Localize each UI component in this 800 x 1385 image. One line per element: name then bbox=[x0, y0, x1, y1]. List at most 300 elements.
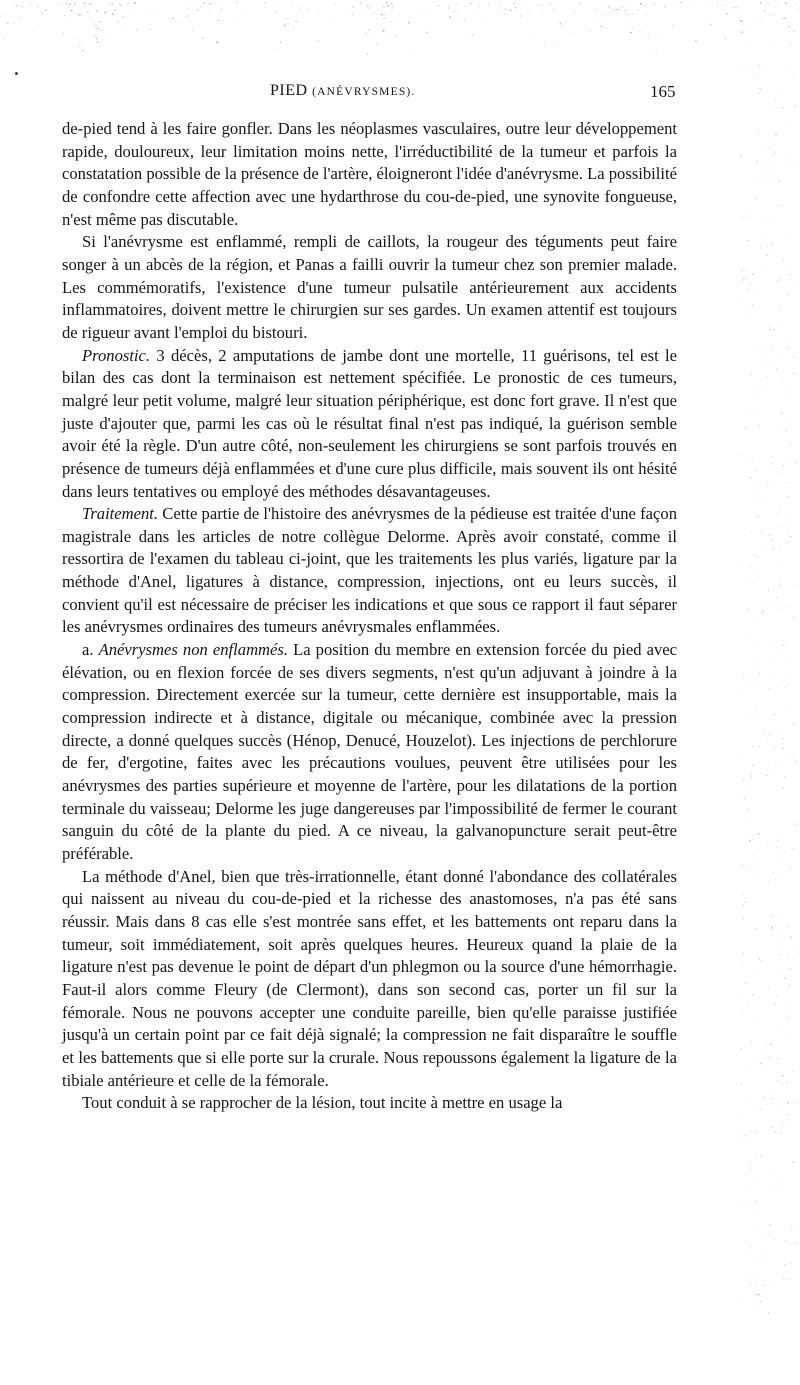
scan-speck bbox=[361, 9, 362, 10]
scan-speck bbox=[761, 613, 762, 614]
scan-speck bbox=[488, 4, 489, 5]
paragraph-text: La position du membre en extension forcée du pied avec élévation, ou en flexion forcée de ses divers segments, n'est qu'un adjuvant à joindre à la compression. Directement exercée sur la tumeur, cette dernière est insupportable, mais la compression indirecte et à distance, digitale ou mécanique, combinée avec la pression directe, a donné quelques succès (Hénop, Denucé, Houzelot). Les injections de perchlorure de fer, d'ergotine, faites avec les précautions voulues, peuvent être utilisées pour les anévrysmes des parties supérieure et moyenne de l'artère, pour les dilatations de la portion terminale du vaisseau; Delorme les juge dangereuses par l'impossibilité de fermer le courant sanguin du côté de la plante du pied. A ce niveau, la galvanopuncture serait peut-être préférable. bbox=[62, 640, 677, 863]
scan-speck bbox=[747, 311, 748, 312]
scan-speck bbox=[746, 1278, 748, 1279]
scan-speck bbox=[765, 603, 767, 604]
scan-speck bbox=[784, 776, 786, 777]
scan-speck bbox=[794, 948, 795, 949]
scan-speck bbox=[382, 30, 384, 32]
scan-speck bbox=[789, 482, 790, 483]
scan-speck bbox=[790, 512, 791, 513]
scan-speck bbox=[791, 1263, 792, 1264]
scan-speck bbox=[63, 33, 64, 34]
scan-speck bbox=[789, 1128, 791, 1129]
scan-speck bbox=[755, 198, 757, 199]
scan-speck bbox=[744, 24, 745, 25]
scan-speck bbox=[787, 268, 788, 269]
scan-speck bbox=[747, 809, 749, 810]
scan-speck bbox=[117, 21, 119, 23]
scan-speck bbox=[210, 3, 212, 4]
scan-speck bbox=[781, 431, 782, 432]
scan-speck bbox=[784, 1034, 785, 1035]
scan-speck bbox=[786, 347, 787, 348]
scan-speck bbox=[786, 607, 787, 608]
scan-speck bbox=[741, 1083, 742, 1084]
scan-speck bbox=[774, 177, 775, 178]
scan-speck bbox=[782, 1075, 784, 1076]
scan-speck bbox=[786, 1114, 787, 1115]
scan-speck bbox=[749, 1161, 751, 1162]
scan-speck bbox=[743, 895, 744, 896]
scan-speck bbox=[770, 1129, 771, 1130]
scan-speck bbox=[97, 42, 99, 43]
scan-speck bbox=[760, 660, 761, 661]
scan-speck bbox=[745, 270, 746, 271]
scan-speck bbox=[754, 496, 756, 497]
scan-speck bbox=[782, 465, 783, 466]
scan-speck bbox=[97, 28, 98, 29]
scan-speck bbox=[92, 22, 93, 23]
scan-speck bbox=[743, 71, 745, 72]
scan-speck bbox=[784, 1264, 786, 1265]
scan-speck bbox=[750, 1130, 751, 1131]
scan-speck bbox=[780, 959, 781, 960]
scan-speck bbox=[769, 987, 770, 988]
scan-speck bbox=[301, 7, 302, 8]
scan-speck bbox=[770, 1044, 772, 1045]
scan-speck bbox=[112, 18, 113, 19]
scan-speck bbox=[743, 1014, 744, 1015]
scan-speck bbox=[765, 1224, 766, 1225]
scan-speck bbox=[608, 6, 610, 7]
scan-speck bbox=[152, 12, 153, 13]
scan-speck bbox=[755, 1294, 756, 1296]
scan-speck bbox=[688, 6, 689, 8]
scan-speck bbox=[504, 13, 506, 14]
scan-speck bbox=[472, 34, 474, 36]
scan-speck bbox=[780, 578, 781, 579]
scan-speck bbox=[769, 1057, 770, 1059]
scan-speck bbox=[764, 281, 765, 282]
scan-speck bbox=[743, 278, 745, 279]
scan-speck bbox=[172, 18, 174, 19]
scan-speck bbox=[795, 4, 797, 5]
scan-speck bbox=[750, 374, 752, 375]
scan-speck bbox=[773, 109, 774, 110]
scan-speck bbox=[645, 13, 646, 15]
scan-speck bbox=[752, 750, 753, 751]
scan-speck bbox=[217, 20, 219, 21]
scan-speck bbox=[790, 937, 792, 938]
scan-noise-right-margin bbox=[730, 60, 800, 1320]
scan-speck bbox=[781, 651, 782, 652]
scan-speck bbox=[756, 1201, 757, 1202]
scan-speck bbox=[750, 1165, 751, 1166]
scan-speck bbox=[758, 833, 760, 834]
scan-speck bbox=[748, 1203, 749, 1204]
scan-speck bbox=[794, 162, 795, 163]
scan-speck bbox=[779, 504, 781, 505]
scan-speck bbox=[91, 2, 92, 3]
scan-speck bbox=[773, 748, 774, 749]
scan-speck bbox=[752, 1305, 753, 1306]
scan-speck bbox=[790, 233, 791, 234]
scan-speck bbox=[762, 498, 763, 499]
scan-speck bbox=[757, 706, 758, 708]
scan-speck bbox=[785, 757, 786, 758]
scan-speck bbox=[775, 14, 776, 15]
scan-speck bbox=[388, 5, 390, 7]
scan-speck bbox=[740, 20, 742, 21]
scan-speck bbox=[759, 347, 760, 348]
scan-speck bbox=[763, 268, 764, 269]
scan-speck bbox=[743, 780, 744, 781]
scan-speck bbox=[120, 4, 121, 6]
paragraph-inflamed-aneurysm bbox=[62, 231, 677, 344]
scan-speck bbox=[784, 851, 786, 852]
scan-speck bbox=[758, 640, 759, 641]
scan-speck bbox=[781, 919, 782, 920]
scan-speck bbox=[757, 556, 758, 557]
scan-speck bbox=[565, 22, 566, 23]
scan-speck bbox=[134, 2, 136, 4]
scan-speck bbox=[788, 957, 789, 958]
scan-speck bbox=[449, 16, 451, 18]
scan-speck bbox=[771, 929, 773, 930]
scan-speck bbox=[680, 2, 682, 3]
scan-speck bbox=[746, 610, 747, 611]
scan-speck bbox=[767, 354, 768, 355]
scan-speck bbox=[765, 178, 766, 179]
scan-speck bbox=[553, 9, 554, 11]
scan-speck bbox=[750, 817, 751, 818]
scan-speck bbox=[741, 281, 742, 282]
scan-speck bbox=[750, 284, 752, 285]
scan-speck bbox=[780, 1132, 782, 1133]
scan-speck bbox=[791, 1229, 792, 1230]
scan-speck bbox=[284, 25, 286, 27]
scan-speck bbox=[786, 430, 788, 431]
scan-speck bbox=[756, 179, 757, 180]
scan-speck bbox=[621, 7, 623, 8]
scan-speck bbox=[791, 755, 792, 756]
scan-speck bbox=[771, 927, 773, 928]
scan-speck bbox=[772, 167, 773, 168]
scan-speck bbox=[542, 12, 544, 13]
scan-speck bbox=[743, 966, 744, 967]
scan-speck bbox=[778, 1072, 779, 1073]
scan-speck bbox=[763, 161, 764, 162]
scan-speck bbox=[749, 869, 750, 870]
paragraph-text: La méthode d'Anel, bien que très-irrationnelle, étant donné l'abondance des collatérales qui naissent au niveau du cou-de-pied et la richesse des anastomoses, n'a pas été sans réussir. Mais dans 8 cas elle s'est montrée sans effet, et les battements ont reparu dans la tumeur, soit immédiatement, soit après quelques heures. Heureux quand la plaie de la ligature n'est pas devenue le point de départ d'un phlegmon ou la source d'une hémorrhagie. Faut-il alors comme Fleury (de Clermont), dans son second cas, porter un fil sur la fémorale. Nous ne pouvons accepter une conduite pareille, bien qu'elle paraisse justifiée jusqu'à un certain point par ce fait déjà signalé; la compression ne fait disparaître le souffle et les battements que si elle porte sur la crurale. Nous repoussons également la ligature de la tibiale antérieure et celle de la fémorale. bbox=[62, 866, 677, 1090]
scan-speck bbox=[753, 456, 754, 457]
scan-speck bbox=[742, 918, 744, 919]
scan-speck bbox=[750, 700, 751, 701]
scan-speck bbox=[761, 389, 763, 390]
scan-speck bbox=[751, 458, 752, 459]
scan-speck bbox=[94, 36, 95, 38]
scan-speck bbox=[758, 516, 760, 517]
scan-speck bbox=[751, 777, 753, 778]
scan-speck bbox=[774, 1312, 775, 1313]
scan-speck bbox=[619, 8, 620, 10]
scan-speck bbox=[499, 4, 500, 5]
scan-speck bbox=[742, 302, 744, 303]
scan-speck bbox=[774, 915, 775, 916]
scan-speck bbox=[757, 1282, 758, 1283]
scan-speck bbox=[756, 557, 757, 558]
scan-speck bbox=[774, 1239, 775, 1240]
scan-speck bbox=[741, 998, 742, 999]
scan-speck bbox=[73, 6, 74, 7]
scan-speck bbox=[771, 463, 772, 464]
scan-speck bbox=[756, 1295, 758, 1296]
scan-speck bbox=[368, 39, 369, 40]
scan-speck bbox=[393, 11, 395, 12]
scan-speck bbox=[770, 1224, 771, 1225]
scan-speck bbox=[773, 329, 774, 330]
scan-speck bbox=[598, 23, 599, 24]
scan-speck bbox=[784, 1240, 785, 1241]
scan-speck bbox=[392, 8, 393, 9]
scan-speck bbox=[745, 636, 746, 637]
scan-speck bbox=[276, 12, 277, 13]
scan-speck bbox=[525, 29, 526, 30]
scan-speck bbox=[789, 275, 791, 276]
scan-speck bbox=[99, 21, 101, 22]
scan-speck bbox=[757, 1286, 758, 1287]
scan-speck bbox=[779, 309, 781, 310]
running-title-sub: (ANÉVRYSMES). bbox=[312, 86, 416, 98]
scan-speck bbox=[753, 582, 754, 583]
scan-speck bbox=[632, 14, 634, 15]
scan-speck bbox=[296, 21, 298, 22]
scan-speck bbox=[293, 27, 294, 29]
scan-speck bbox=[664, 6, 665, 8]
scan-speck bbox=[789, 1013, 790, 1014]
scan-speck bbox=[783, 738, 784, 739]
scan-speck bbox=[561, 26, 563, 27]
scan-speck bbox=[181, 23, 182, 24]
scan-speck bbox=[788, 542, 790, 543]
scan-speck bbox=[786, 376, 787, 377]
scan-speck bbox=[750, 1284, 751, 1285]
scan-speck bbox=[743, 1139, 744, 1140]
scan-speck bbox=[743, 953, 745, 954]
scan-speck bbox=[247, 9, 248, 10]
scan-speck bbox=[772, 1127, 773, 1128]
scan-speck bbox=[383, 18, 385, 19]
scan-speck bbox=[640, 31, 641, 32]
scan-speck bbox=[774, 1003, 776, 1004]
scan-speck bbox=[426, 32, 427, 33]
scan-speck bbox=[265, 2, 267, 3]
scan-speck bbox=[626, 14, 628, 15]
scan-speck bbox=[772, 151, 773, 152]
scan-speck bbox=[78, 14, 80, 15]
scan-speck bbox=[782, 381, 783, 382]
scan-speck bbox=[759, 425, 760, 426]
scan-speck bbox=[774, 484, 775, 485]
scan-speck bbox=[777, 840, 778, 841]
scan-speck bbox=[278, 50, 280, 51]
scan-speck bbox=[68, 7, 69, 8]
scan-speck bbox=[788, 926, 789, 928]
scan-speck bbox=[464, 20, 466, 21]
scan-speck bbox=[758, 1018, 759, 1019]
scan-speck bbox=[770, 1281, 771, 1282]
scan-speck bbox=[765, 1146, 766, 1147]
scan-speck bbox=[777, 996, 779, 997]
scan-speck bbox=[21, 6, 23, 7]
scan-speck bbox=[756, 471, 757, 472]
scan-speck bbox=[384, 15, 385, 16]
scan-speck bbox=[788, 294, 789, 295]
scan-speck bbox=[3, 39, 4, 40]
scan-speck bbox=[779, 1041, 780, 1042]
scan-speck bbox=[777, 1080, 778, 1081]
scan-speck bbox=[760, 1109, 762, 1110]
scan-speck bbox=[557, 3, 558, 4]
scan-speck bbox=[784, 524, 785, 525]
scan-speck bbox=[779, 607, 780, 608]
scan-speck bbox=[463, 19, 465, 20]
scan-speck bbox=[96, 38, 97, 40]
scan-speck bbox=[745, 213, 747, 214]
scan-speck bbox=[411, 54, 412, 55]
scan-speck bbox=[292, 4, 293, 5]
scan-speck bbox=[383, 7, 385, 8]
scan-speck bbox=[743, 677, 745, 678]
scan-speck bbox=[775, 217, 776, 219]
scan-speck bbox=[479, 5, 480, 6]
scan-speck bbox=[759, 18, 761, 19]
scan-speck bbox=[773, 457, 774, 458]
scan-speck bbox=[742, 217, 743, 218]
scan-speck bbox=[747, 834, 748, 835]
scan-speck bbox=[498, 9, 499, 10]
scan-speck bbox=[773, 548, 775, 549]
scan-speck bbox=[742, 1119, 743, 1120]
section-label-pronostic: Pronostic. bbox=[82, 345, 151, 365]
scan-speck bbox=[766, 627, 767, 628]
scan-speck bbox=[367, 53, 368, 54]
scan-speck bbox=[758, 1212, 759, 1213]
scan-speck bbox=[748, 246, 749, 247]
scan-speck bbox=[398, 12, 399, 13]
scan-speck bbox=[112, 3, 113, 5]
scan-speck bbox=[793, 373, 795, 375]
paragraph-traitement bbox=[62, 503, 677, 639]
scan-speck bbox=[752, 994, 753, 996]
scan-speck bbox=[787, 1278, 788, 1279]
scan-speck bbox=[769, 148, 770, 149]
scan-speck bbox=[616, 9, 618, 10]
scan-speck bbox=[768, 3, 769, 4]
scan-speck bbox=[781, 1122, 782, 1123]
scan-speck bbox=[760, 531, 761, 532]
scan-speck bbox=[30, 4, 31, 5]
scan-speck bbox=[370, 7, 371, 8]
scan-speck bbox=[528, 14, 530, 15]
scan-speck bbox=[307, 8, 308, 10]
scan-speck bbox=[741, 156, 743, 157]
scan-speck bbox=[749, 713, 751, 714]
scan-speck bbox=[783, 260, 784, 261]
scan-speck bbox=[775, 367, 777, 368]
scan-speck bbox=[771, 156, 773, 157]
scan-speck bbox=[761, 345, 762, 346]
scan-speck bbox=[778, 6, 779, 7]
scan-speck bbox=[758, 398, 759, 399]
scan-speck bbox=[644, 5, 645, 6]
scan-speck bbox=[777, 369, 778, 370]
scan-speck bbox=[774, 153, 776, 154]
scan-speck bbox=[776, 597, 778, 599]
scan-speck bbox=[783, 730, 784, 731]
scan-speck bbox=[758, 410, 759, 411]
scan-speck bbox=[632, 28, 633, 29]
scan-speck bbox=[288, 23, 290, 24]
scan-speck bbox=[630, 32, 632, 33]
scan-speck bbox=[741, 384, 742, 385]
scan-speck bbox=[22, 7, 23, 8]
scan-speck bbox=[767, 246, 768, 247]
scan-speck bbox=[754, 1177, 755, 1178]
scan-speck bbox=[758, 685, 759, 686]
scan-speck bbox=[192, 30, 193, 32]
scan-speck bbox=[745, 681, 746, 682]
scan-speck bbox=[544, 42, 545, 43]
section-label-non-inflamed: Anévrysmes non enflammés. bbox=[98, 640, 289, 660]
scan-speck bbox=[87, 12, 89, 13]
section-label-traitement: Traitement. bbox=[82, 504, 159, 524]
scan-speck bbox=[752, 764, 754, 765]
scan-speck bbox=[368, 8, 369, 9]
scan-speck bbox=[66, 3, 67, 4]
scan-speck bbox=[781, 1176, 782, 1177]
scan-speck bbox=[790, 43, 792, 44]
scan-speck bbox=[396, 35, 397, 37]
scan-speck bbox=[758, 65, 760, 66]
scan-speck bbox=[596, 9, 597, 11]
scan-speck bbox=[601, 26, 602, 28]
scan-speck bbox=[745, 551, 746, 552]
scan-speck bbox=[766, 1041, 767, 1042]
scan-speck bbox=[776, 2, 778, 3]
scan-speck bbox=[515, 7, 517, 9]
scan-speck bbox=[762, 297, 763, 298]
scan-speck bbox=[786, 158, 788, 159]
scan-speck bbox=[99, 47, 100, 48]
scan-speck bbox=[756, 1132, 758, 1133]
scan-speck bbox=[740, 1012, 742, 1013]
scan-speck bbox=[773, 1175, 774, 1176]
scan-speck bbox=[73, 12, 74, 13]
scan-speck bbox=[215, 2, 216, 4]
scan-speck bbox=[781, 412, 783, 413]
scan-speck bbox=[711, 7, 712, 8]
scan-speck bbox=[184, 16, 185, 17]
scan-speck bbox=[773, 47, 774, 48]
scan-speck bbox=[197, 10, 199, 11]
scan-speck bbox=[64, 15, 66, 16]
scan-speck bbox=[549, 4, 551, 6]
scan-speck bbox=[695, 40, 696, 41]
scan-speck bbox=[391, 3, 393, 4]
scan-speck bbox=[391, 22, 392, 23]
scan-speck bbox=[766, 238, 767, 239]
